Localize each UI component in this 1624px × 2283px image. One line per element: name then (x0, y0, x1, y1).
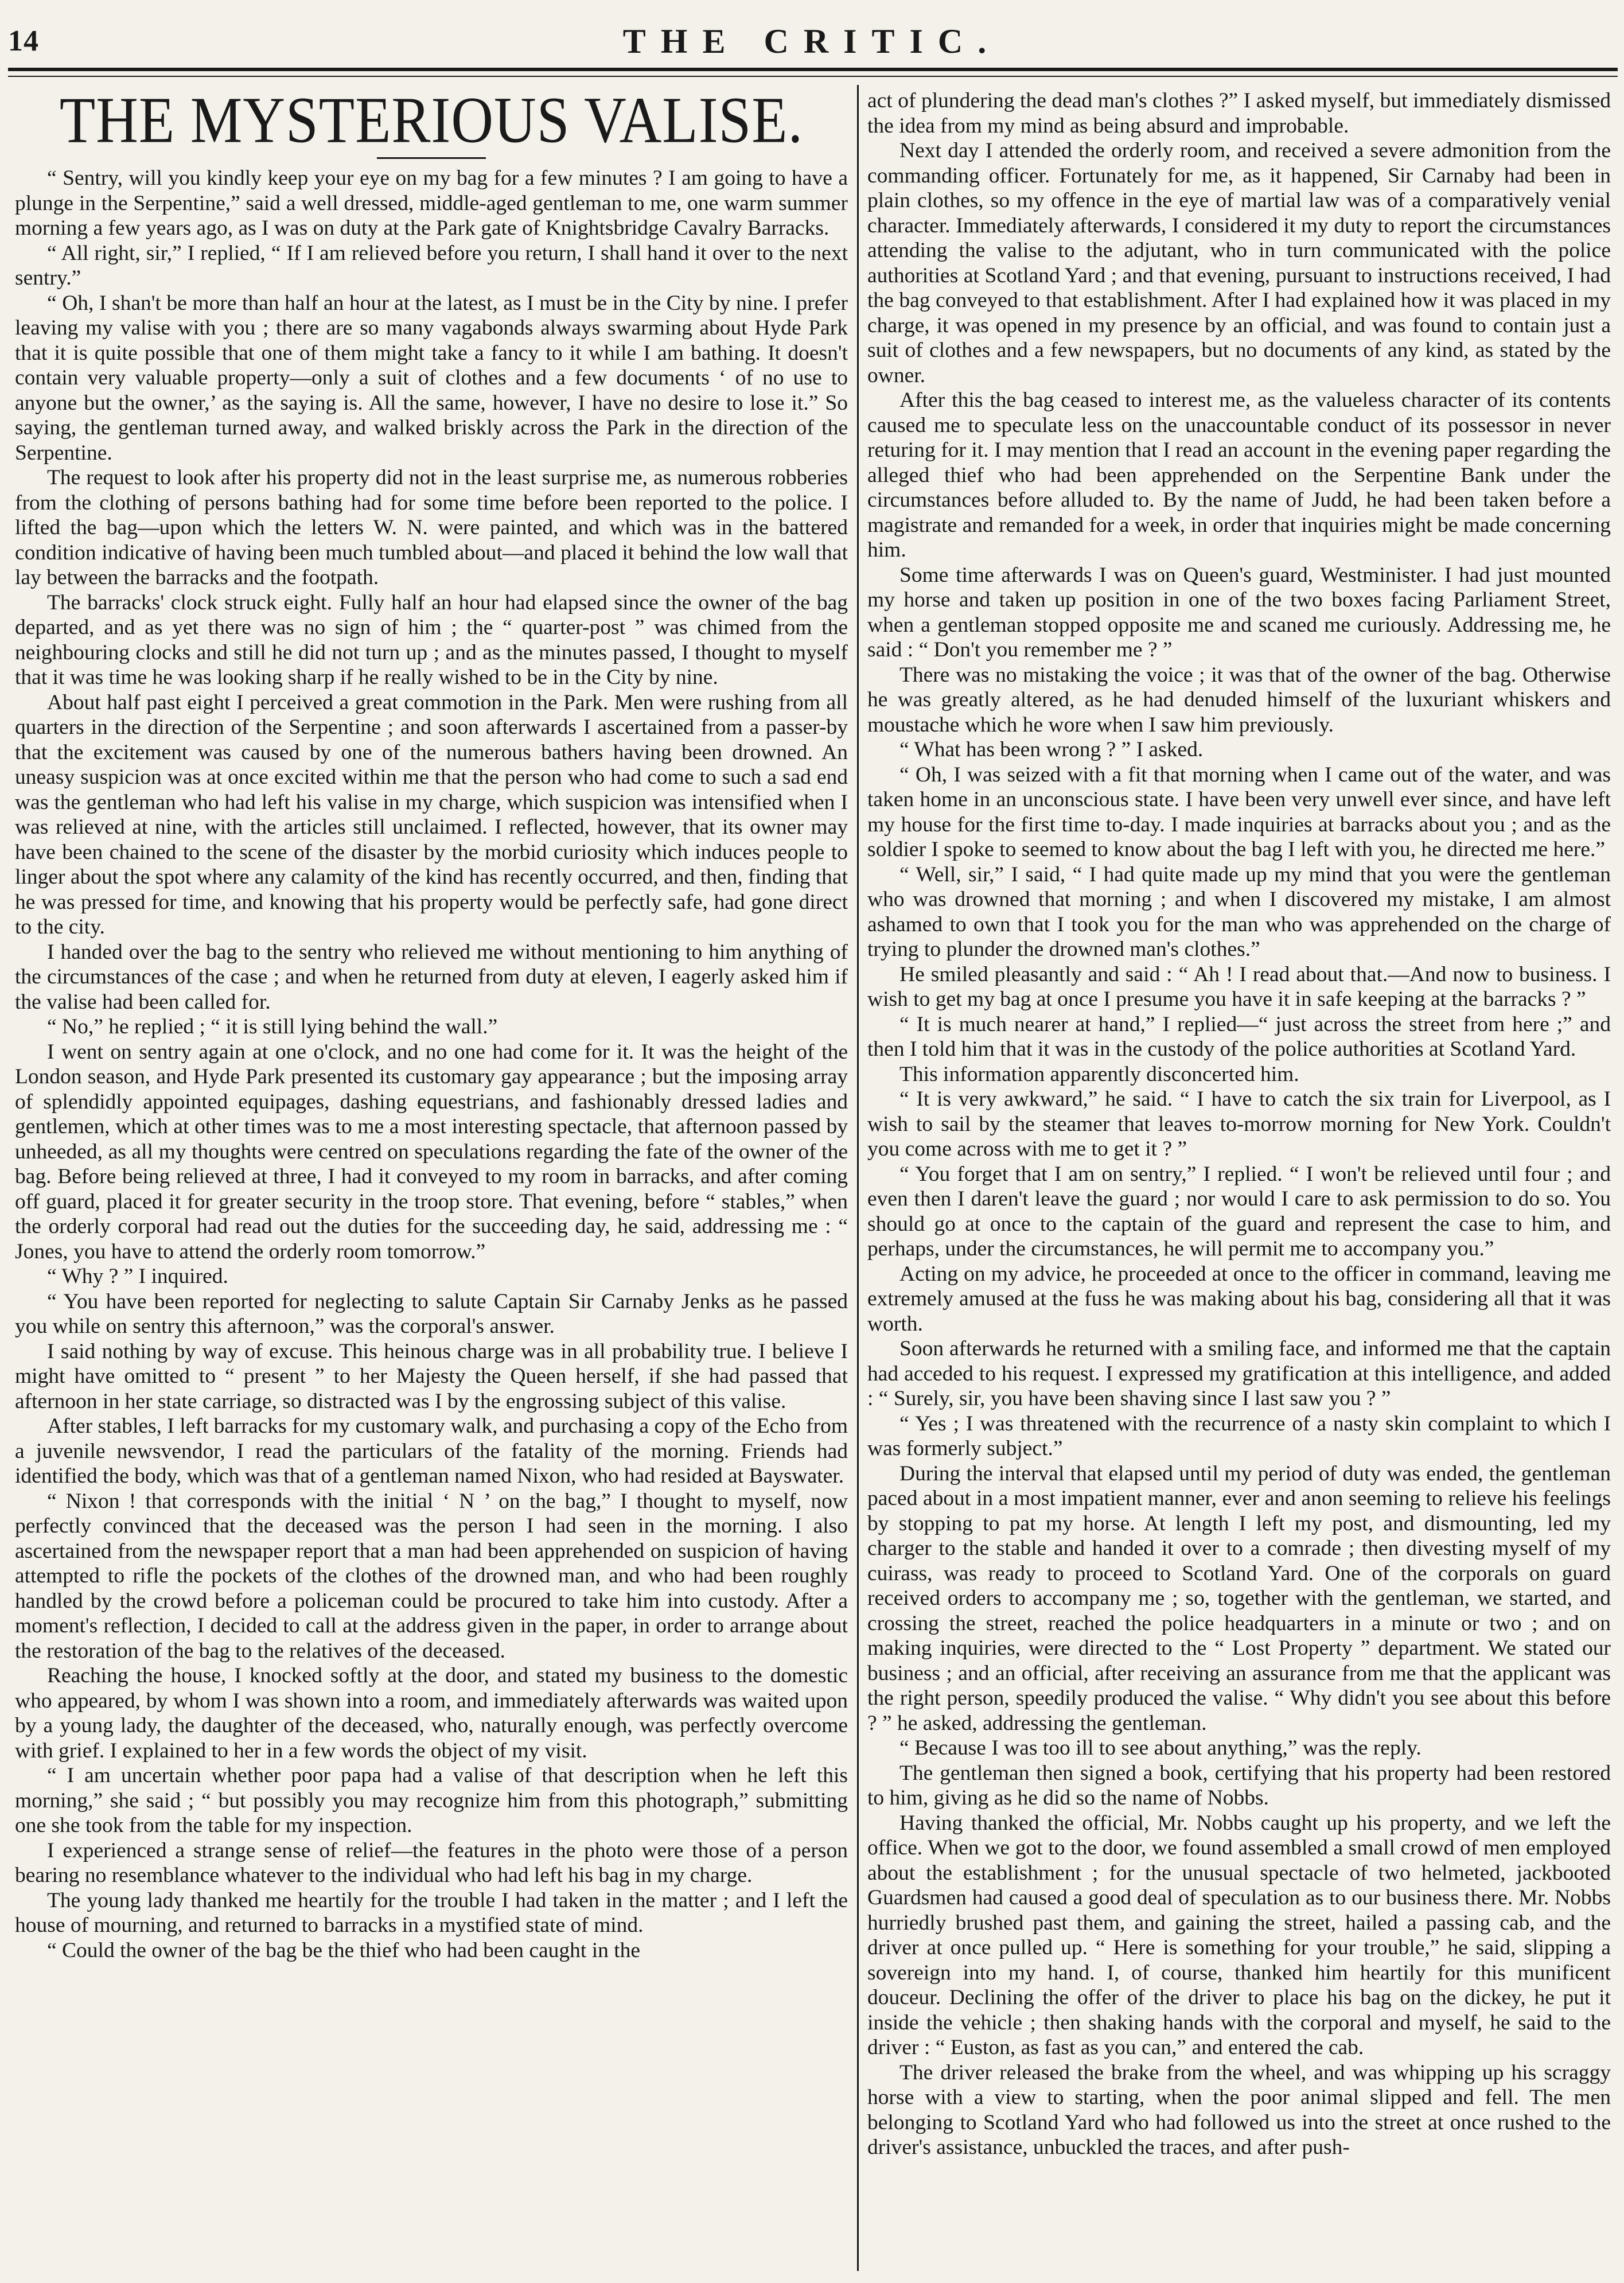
page-header (0, 0, 1624, 69)
column-divider (857, 85, 859, 2271)
article-paragraph: “ It is much nearer at hand,” I replied—“ just across the street from here ;” and then I told him that it was in the custody of the police authorities at Scotland Yard. (867, 1012, 1611, 1061)
article-paragraph: “ You forget that I am on sentry,” I replied. “ I won't be relieved until four ; and even then I daren't leave the guard ; nor would I care to ask permission to do so. You should go at once to the captain of the guard and represent the case to him, and perhaps, under the circumstances, he will permit me to accompany you.” (867, 1162, 1611, 1261)
article-paragraph: “ Yes ; I was threatened with the recurrence of a nasty skin complaint to which I was formerly subject.” (867, 1411, 1611, 1460)
article-column-right (867, 88, 1611, 2269)
article-paragraph: “ Well, sir,” I said, “ I had quite made up my mind that you were the gentleman who was drowned that morning ; and when I discovered my mistake, I am almost ashamed to own that I took you for the man who was apprehended on the charge of trying to plunder the drowned man's clothes.” (867, 862, 1611, 961)
article-paragraph: During the interval that elapsed until my period of duty was ended, the gentleman paced about in a most impatient manner, ever and anon seeming to relieve his feelings by stopping to pat my horse. At length I left my post, and dismounting, led my charger to the stable and handed it over to a comrade ; then divesting myself of my cuirass, was ready to proceed to Scotland Yard. One of the corporals on guard received orders to accompany me ; so, together with the gentleman, we started, and crossing the street, reached the police headquarters in a minute or two ; and on making inquiries, were directed to the “ Lost Property ” department. We stated our business ; and an official, after receiving an assurance from me that the applicant was the right person, speedily produced the valise. “ Why didn't you see about this before ? ” he asked, addressing the gentleman. (867, 1461, 1611, 1735)
article-paragraph: The barracks' clock struck eight. Fully half an hour had elapsed since the owner of the bag departed, and as yet there was no sign of him ; the “ quarter-post ” was chimed from the neighbouring clocks and still he did not turn up ; and as the minutes passed, I thought to myself that it was time he was looking sharp if he really wished to be in the City by nine. (15, 590, 848, 689)
article-paragraph: act of plundering the dead man's clothes ?” I asked myself, but immediately dismissed the idea from my mind as being absurd and improbable. (867, 89, 1611, 138)
article-paragraph: “ Why ? ” I inquired. (47, 1265, 228, 1288)
article-paragraph: “ Oh, I shan't be more than half an hour at the latest, as I must be in the City by nine. I prefer leaving my valise with you ; there are so many vagabonds always swarming about Hyde Park that it is quite possible that one of them might take a fancy to it while I am bathing. It doesn't contain very valuable property—only a suit of clothes and a few documents ‘ of no use to anyone but the owner,’ as the saying is. All the same, however, I have no desire to lose it.” So saying, the gentleman turned away, and walked briskly across the Park in the direction of the Serpentine. (15, 291, 848, 465)
publication-title: THE CRITIC. (622, 22, 1002, 60)
article-paragraph: The young lady thanked me heartily for the trouble I had taken in the matter ; and I left the house of mourning, and returned to barracks in a mystified state of mind. (15, 1888, 848, 1937)
article-paragraph: After stables, I left barracks for my customary walk, and purchasing a copy of the Echo from a juvenile newsvendor, I read the particulars of the fatality of the morning. Friends had identified the body, which was that of a gentleman named Nixon, who had resided at Bayswater. (15, 1414, 848, 1488)
article-paragraph: Some time afterwards I was on Queen's guard, Westminister. I had just mounted my horse and taken up position in one of the two boxes facing Parliament Street, when a gentleman stopped opposite me and scaned me curiously. Addressing me, he said : “ Don't you remember me ? ” (867, 563, 1611, 662)
article-paragraph: I went on sentry again at one o'clock, and no one had come for it. It was the height of the London season, and Hyde Park presented its customary gay appearance ; but the imposing array of splendidly appointed equipages, dashing equestrians, and fashionably dressed ladies and gentlemen, which at other times was to me a most interesting spectacle, that afternoon passed by unheeded, as all my thoughts were centred on speculations regarding the fate of the owner of the bag. Before being relieved at three, I had it conveyed to my room in barracks, and after coming off guard, placed it for greater security in the troop store. That evening, before “ stables,” when the orderly corporal had read out the duties for the succeeding day, he said, addressing me : “ Jones, you have to attend the orderly room tomorrow.” (15, 1040, 848, 1263)
article-paragraph: About half past eight I perceived a great commotion in the Park. Men were rushing from all quarters in the direction of the Serpentine ; and soon afterwards I ascertained from a passer-by that the excitement was caused by one of the numerous bathers having been drowned. An uneasy suspicion was at once excited within me that the person who had come to such a sad end was the gentleman who had left his valise in my charge, which suspicion was intensified when I was relieved at nine, with the articles still unclaimed. I reflected, however, that its owner may have been chained to the scene of the disaster by the morbid curiosity which induces people to linger about the spot where any calamity of the kind has recently occurred, and then, finding that he was pressed for time, and knowing that his property would be perfectly safe, had gone direct to the city. (15, 690, 848, 939)
article-paragraph: “ Because I was too ill to see about anything,” was the reply. (899, 1736, 1422, 1760)
article-paragraph: Next day I attended the orderly room, and received a severe admonition from the commanding officer. Fortunately for me, as it happened, Sir Carnaby had been in plain clothes, so my offence in the eye of martial law was of a comparatively venial character. Immediately afterwards, I considered it my duty to report the circumstances attending the valise to the adjutant, who in turn communicated with the police authorities at Scotland Yard ; and that evening, pursuant to instructions received, I had the bag conveyed to that establishment. After I had explained how it was placed in my charge, it was opened in my presence by an official, and was found to contain just a suit of clothes and a few newspapers, but no documents of any kind, as stated by the owner. (867, 139, 1611, 387)
article-paragraph: “ No,” he replied ; “ it is still lying behind the wall.” (47, 1015, 498, 1039)
article-paragraph: “ All right, sir,” I replied, “ If I am relieved before you return, I shall hand it over to the next sentry.” (15, 241, 848, 290)
article-paragraph: “ Sentry, will you kindly keep your eye on my bag for a few minutes ? I am going to have a plunge in the Serpentine,” said a well dressed, middle-aged gentleman to me, one warm summer morning a few years ago, as I was on duty at the Park gate of Knightsbridge Cavalry Barracks. (15, 166, 848, 240)
article-paragraph: The gentleman then signed a book, certifying that his property had been restored to him, giving as he did so the name of Nobbs. (867, 1761, 1611, 1810)
article-paragraph: I experienced a strange sense of relief—the features in the photo were those of a person bearing no resemblance whatever to the individual who had left his bag in my charge. (15, 1838, 848, 1887)
article-paragraph: There was no mistaking the voice ; it was that of the owner of the bag. Otherwise he was greatly altered, as he had denuded himself of the luxuriant whiskers and moustache which he wore when I saw him previously. (867, 663, 1611, 737)
article-paragraph: “ You have been reported for neglecting to salute Captain Sir Carnaby Jenks as he passed you while on sentry this afternoon,” was the corporal's answer. (15, 1289, 848, 1338)
article-paragraph: Acting on my advice, he proceeded at once to the officer in command, leaving me extremely amused at the fuss he was making about his bag, considering all that it was worth. (867, 1262, 1611, 1336)
title-rule (377, 157, 486, 159)
article-paragraph: “ I am uncertain whether poor papa had a valise of that description when he left this morning,” she said ; “ but possibly you may recognize him from this photograph,” submitting one she took from the table for my inspection. (15, 1764, 848, 1837)
article-paragraph: This information apparently disconcerted him. (899, 1062, 1299, 1086)
article-paragraph: “ Nixon ! that corresponds with the initial ‘ N ’ on the bag,” I thought to myself, now perfectly convinced that the deceased was the person I had seen in the morning. I also ascertained from the newspaper report that a man had been apprehended on suspicion of having attempted to rifle the pockets of the clothes of the drowned man, and who had been roughly handled by the crowd before a policeman could be procured to take him into custody. After a moment's reflection, I decided to call at the address given in the paper, in order to arrange about the restoration of the bag to the relatives of the deceased. (15, 1489, 848, 1663)
article-paragraph: The driver released the brake from the wheel, and was whipping up his scraggy horse with a view to starting, when the poor animal slipped and fell. The men belonging to Scotland Yard who had followed us into the street at once rushed to the driver's assistance, unbuckled the traces, and after push- (867, 2060, 1611, 2159)
article-paragraph: I said nothing by way of excuse. This heinous charge was in all probability true. I believe I might have omitted to “ present ” to her Majesty the Queen herself, if she had passed that afternoon in her state carriage, so distracted was I by the engrossing subject of this valise. (15, 1339, 848, 1413)
article-paragraph: “ What has been wrong ? ” I asked. (899, 738, 1204, 761)
article-paragraph: Having thanked the official, Mr. Nobbs caught up his property, and we left the office. When we got to the door, we found assembled a small crowd of men employed about the establishment ; for the unusual spectacle of two helmeted, jackbooted Guardsmen had caused a good deal of speculation as to our business there. Mr. Nobbs hurriedly brushed past them, and gaining the street, hailed a passing cab, and the driver at once pulled up. “ Here is something for your trouble,” he said, slipping a sovereign into my hand. I, of course, thanked him heartily for this munificent douceur. Declining the offer of the driver to place his bag on the dickey, he put it inside the vehicle ; then shaking hands with the corporal and myself, he said to the driver : “ Euston, as fast as you can,” and entered the cab. (867, 1811, 1611, 2059)
article-paragraph: Soon afterwards he returned with a smiling face, and informed me that the captain had acceded to his request. I expressed my gratification at this intelligence, and added : “ Surely, sir, you have been shaving since I last saw you ? ” (867, 1337, 1611, 1410)
article-paragraph: “ It is very awkward,” he said. “ I have to catch the six train for Liverpool, as I wish to sail by the steamer that leaves to-morrow morning for New York. Couldn't you come across with me to get it ? ” (867, 1087, 1611, 1161)
article-paragraph: After this the bag ceased to interest me, as the valueless character of its contents caused me to speculate less on the unaccountable conduct of its possessor in never returing for it. I may mention that I read an account in the evening paper regarding the alleged thief who had been apprehended on the Serpentine Bank under the circumstances before alluded to. By the name of Judd, he had been taken before a magistrate and remanded for a week, in order that inquiries might be made concerning him. (867, 388, 1611, 562)
article-paragraph: I handed over the bag to the sentry who relieved me without mentioning to him anything of the circumstances of the case ; and when he returned from duty at eleven, I eagerly asked him if the valise had been called for. (15, 940, 848, 1014)
header-rule-thin (8, 76, 1618, 77)
article-paragraph: He smiled pleasantly and said : “ Ah ! I read about that.—And now to business. I wish to get my bag at once I presume you have it in safe keeping at the barracks ? ” (867, 962, 1611, 1011)
page-number: 14 (8, 25, 39, 57)
article-column-left (15, 86, 848, 2266)
article-paragraph: “ Oh, I was seized with a fit that morning when I came out of the water, and was taken home in an unconscious state. I have been very unwell ever since, and have left my house for the first time to-day. I made inquiries at barracks about you ; and as the soldier I spoke to seemed to know about the bag I left with you, he directed me here.” (867, 763, 1611, 861)
article-paragraph: The request to look after his property did not in the least surprise me, as numerous robberies from the clothing of persons bathing had for some time before been reported to the police. I lifted the bag—upon which the letters W. N. were painted, and which was in the battered condition indicative of having been much tumbled about—and placed it behind the low wall that lay between the barracks and the footpath. (15, 466, 848, 589)
header-rule (8, 68, 1618, 71)
article-paragraph: “ Could the owner of the bag be the thief who had been caught in the (47, 1938, 641, 1962)
article-paragraph: Reaching the house, I knocked softly at the door, and stated my business to the domestic who appeared, by whom I was shown into a room, and immediately afterwards was waited upon by a young lady, the daughter of the deceased, who, naturally enough, was perfectly overcome with grief. I explained to her in a few words the object of my visit. (15, 1664, 848, 1763)
article-title: THE MYSTERIOUS VALISE. (59, 86, 804, 157)
